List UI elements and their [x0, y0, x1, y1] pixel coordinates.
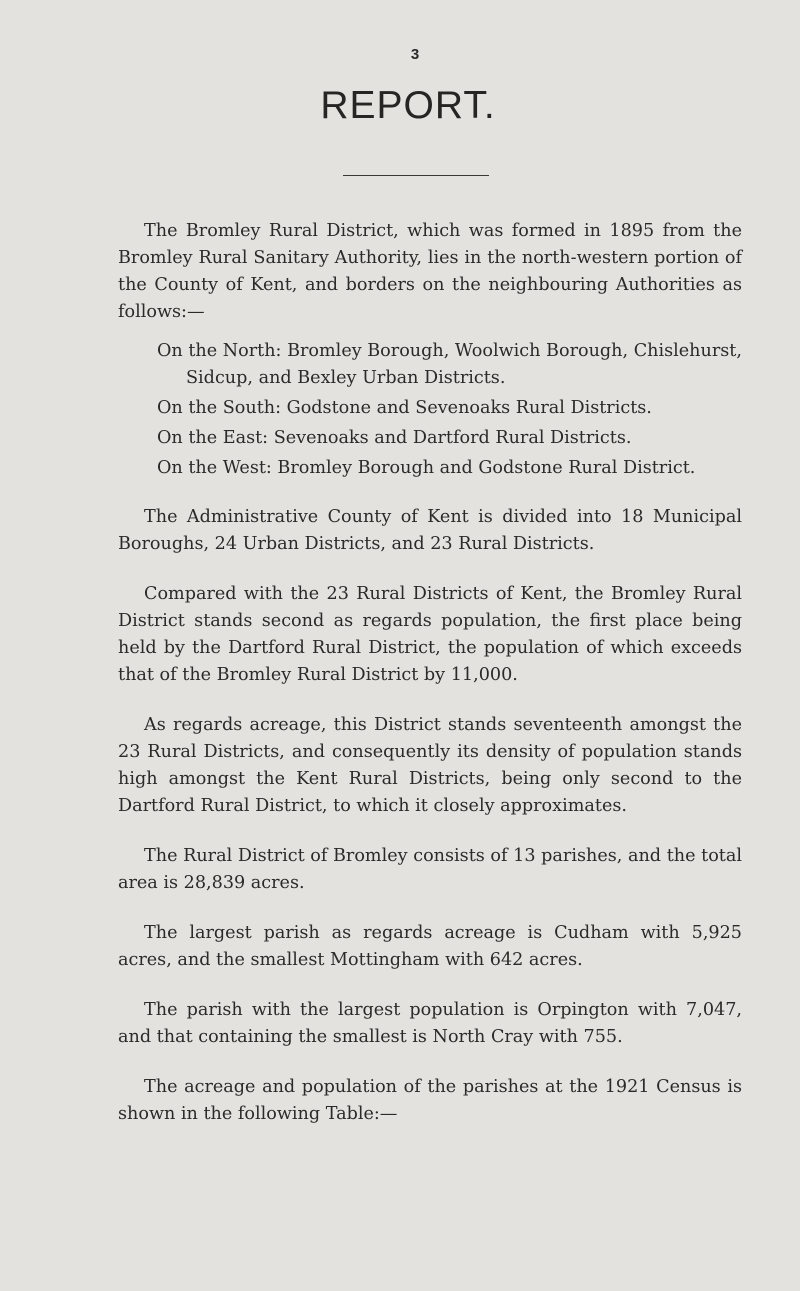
border-north: On the North: Bromley Borough, Woolwich Borough, Chislehurst, Sidcup, and Bexley Urban Districts.: [157, 341, 742, 388]
paragraph-intro: The Bromley Rural District, which was formed in 1895 from the Bromley Rural Sanitary Authority, lies in the north-western portion of the County of Kent, and borders on the neighbouring Authorities as follows:—: [118, 221, 742, 322]
border-east: On the East: Sevenoaks and Dartford Rural Districts.: [157, 428, 632, 448]
paragraph-population-rank: Compared with the 23 Rural Districts of Kent, the Bromley Rural District stands second as regards population, the first place being held by the Dartford Rural District, the population of which exceeds that of the Bromley Rural District by 11,000.: [118, 584, 742, 685]
paragraph-table-intro: The acreage and population of the parishes at the 1921 Census is shown in the following Table:—: [118, 1077, 742, 1124]
title-divider: [343, 175, 489, 176]
page-number: 3: [410, 46, 420, 63]
paragraph-parishes-area: The Rural District of Bromley consists of 13 parishes, and the total area is 28,839 acres.: [118, 846, 742, 893]
paragraph-acreage-rank: As regards acreage, this District stands seventeenth amongst the 23 Rural Districts, and consequently its density of population stands high amongst the Kent Rural Districts, being only second to the Dartford Rural District, to which it closely approximates.: [118, 715, 742, 816]
paragraph-county-divisions: The Administrative County of Kent is divided into 18 Municipal Boroughs, 24 Urban Districts, and 23 Rural Districts.: [118, 507, 742, 554]
border-south: On the South: Godstone and Sevenoaks Rural Districts.: [157, 398, 652, 418]
paragraph-largest-parish: The largest parish as regards acreage is Cudham with 5,925 acres, and the smallest Mottingham with 642 acres.: [118, 923, 742, 970]
borders-list: [118, 338, 742, 482]
report-body: [118, 218, 742, 1151]
border-west: On the West: Bromley Borough and Godstone Rural District.: [157, 458, 696, 478]
paragraph-population-parish: The parish with the largest population is Orpington with 7,047, and that containing the smallest is North Cray with 755.: [118, 1000, 742, 1047]
page-title: REPORT.: [320, 84, 496, 127]
